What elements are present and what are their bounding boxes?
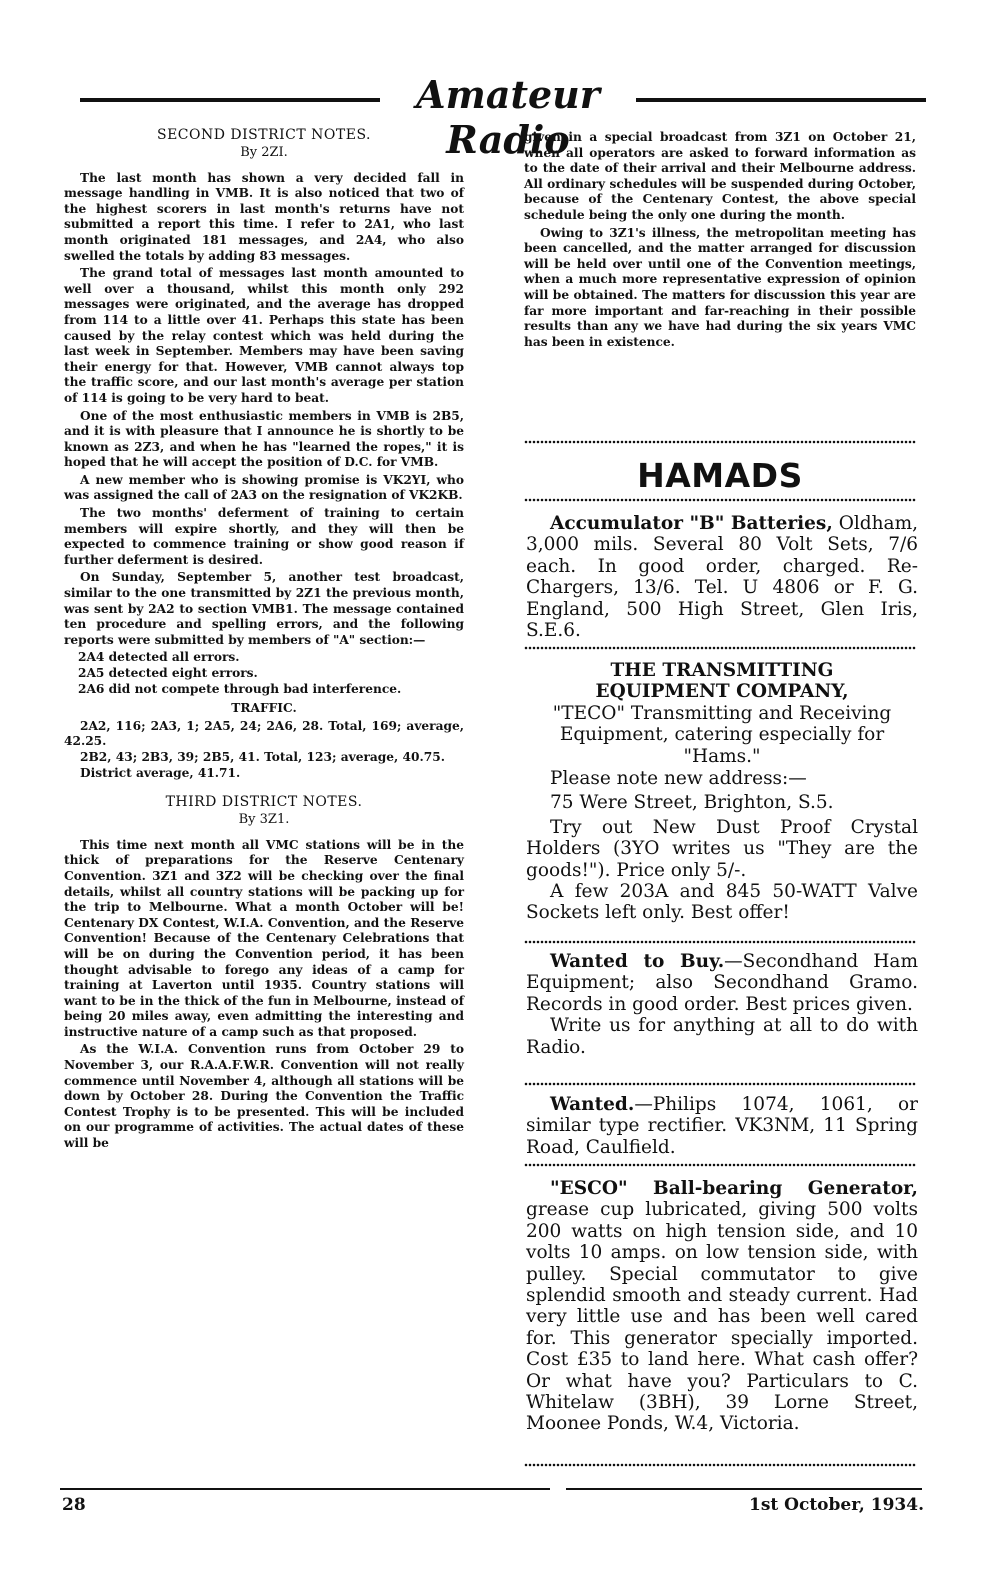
paragraph: The grand total of messages last month amounted to well over a thousand, whilst this month only 292 messages were originated, and the average has dropped from 114 to a little over 41. Perhaps this state has been caused by the relay contest which was held during the last week in September. Members may have been saving their energy for that. However, VMB cannot always top the traffic score, and our last month's average per station of 114 is going to be very hard to beat.: [64, 266, 464, 405]
ad-text: Please note new address:—: [550, 768, 807, 790]
paragraph: given in a special broadcast from 3Z1 on October 21, when all operators are asked to forward information as to the date of their arrival and their Melbourne address. All ordinary schedules will be suspended during October, because of the Centenary Contest, the above special schedule being the only one during the month.: [524, 130, 916, 222]
traffic-line: 2B2, 43; 2B3, 39; 2B5, 41. Total, 123; average, 40.75.: [80, 749, 445, 764]
ad-accumulator-batteries: [526, 513, 918, 641]
paragraph: This time next month all VMC stations will be in the thick of preparations for the Reserve Centenary Convention. 3Z1 and 3Z2 will be checking over the final details, whilst all country stations will be packing up for the trip to Melbourne. What a month October will be! Centenary DX Contest, W.I.A. Convention, and the Reserve Convention! Because of the Centenary Celebrations that will be on during the Convention period, it has been thought advisable to forego any ideas of a camp for training at Laverton until 1935. Country stations will want to be in the thick of the fun in Melbourne, instead of being 20 miles away, even admitting the interesting and instructive nature of a camp such as that proposed.: [64, 837, 464, 1039]
district-average: District average, 41.71.: [80, 765, 241, 780]
ad-wanted-to-buy: [526, 951, 918, 1058]
masthead-title: Amateur Radio: [416, 72, 600, 162]
dotted-divider: [524, 1082, 916, 1086]
ad-text: Try out New Dust Proof Crystal Holders (3YO writes us "They are the goods!"). Price only 5/-.: [526, 816, 918, 881]
ad-transmitting-equipment: [526, 660, 918, 924]
third-district-byline: By 3Z1.: [238, 812, 290, 828]
ad-text: —Philips 1074, 1061, or similar type rectifier. VK3NM, 11 Spring Road, Caulfield.: [526, 1094, 918, 1158]
paragraph: Owing to 3Z1's illness, the metropolitan meeting has been cancelled, and the matter arranged for discussion will be held over until one of the Convention meetings, when a much more representative expression of opinion will be obtained. The matters for discussion this year are far more important and far-reaching in their possible results than any we have had during the six years VMC has been in existence.: [524, 225, 916, 349]
paragraph: The last month has shown a very decided fall in message handling in VMB. It is also noticed that two of the highest scorers in last month's returns have not submitted a report this time. I refer to 2A1, who last month originated 181 messages, and 2A4, who also swelled the totals by adding 83 messages.: [64, 170, 464, 263]
footer-rule: [566, 1488, 922, 1490]
ad-text: Oldham, 3,000 mils. Several 80 Volt Sets, 7/6 each. In good order, charged. Re-Chargers, 13/6. Tel. U 4806 or F. G. England, 500 High Street, Glen Iris, S.E.6.: [526, 513, 918, 642]
ad-lead: Accumulator "B" Batteries,: [550, 513, 833, 534]
ad-lead: Wanted.: [550, 1094, 635, 1115]
paragraph: One of the most enthusiastic members in VMB is 2B5, and it is with pleasure that I announce he is shortly to be known as 2Z3, and when he has "learned the ropes," it is hoped that he will accept the position of D.C. for VMB.: [64, 408, 464, 470]
ad-lead: Wanted to Buy.: [550, 951, 725, 972]
dotted-divider: [524, 646, 916, 650]
report-line: 2A6 did not compete through bad interference.: [78, 681, 402, 696]
ad-esco-generator: [526, 1178, 918, 1435]
report-line: 2A4 detected all errors.: [78, 650, 240, 665]
ad-text: Write us for anything at all to do with Radio.: [526, 1015, 918, 1058]
report-line: 2A5 detected eight errors.: [78, 666, 258, 680]
footer-rule: [60, 1488, 550, 1490]
masthead-rule-left: [80, 98, 380, 102]
dotted-divider: [524, 940, 916, 944]
second-district-byline: By 2ZI.: [240, 145, 288, 160]
third-district-heading: THIRD DISTRICT NOTES.: [165, 794, 363, 811]
paragraph: As the W.I.A. Convention runs from October 29 to November 3, our R.A.A.F.W.R. Convention will not really commence until November 4, although all stations will be down by October 28. During the Convention the Traffic Contest Trophy is to be presented. This will be included on our programme of activities. The actual dates of these will be: [64, 1042, 464, 1151]
paragraph: On Sunday, September 5, another test broadcast, similar to the one transmitted by 2Z1 the previous month, was sent by 2A2 to section VMB1. The message contained ten procedure and spelling errors, and the following reports were submitted by members of "A" section:—: [64, 570, 464, 647]
ad-wanted-rectifier: [526, 1094, 918, 1158]
second-district-heading: SECOND DISTRICT NOTES.: [156, 127, 371, 143]
masthead-rule-right: [636, 98, 926, 102]
page-number: 28: [62, 1495, 86, 1515]
ad-text: "TECO" Transmitting and Receiving Equipment, catering especially for "Hams.": [552, 702, 892, 767]
dotted-divider: [524, 1463, 916, 1467]
ad-text: 75 Were Street, Brighton, S.5.: [550, 792, 834, 814]
dotted-divider: [524, 498, 916, 502]
paragraph: The two months' deferment of training to certain members will expire shortly, and they will then be expected to commence training or show good reason if further deferment is desired.: [64, 506, 464, 567]
traffic-heading: TRAFFIC.: [231, 701, 297, 716]
ad-text: —Secondhand Ham Equipment; also Secondhand Gramo. Records in good order. Best prices given.: [526, 951, 919, 1015]
dotted-divider: [524, 440, 916, 444]
right-column-continued: [524, 130, 916, 352]
ad-lead: "ESCO" Ball-bearing Generator,: [550, 1178, 918, 1199]
left-column: [64, 126, 464, 1481]
ad-title: THE TRANSMITTING EQUIPMENT COMPANY,: [595, 660, 849, 703]
ad-text: grease cup lubricated, giving 500 volts 200 watts on high tension side, and 10 volts 10 amps. on low tension side, with pulley. Special commutator to give splendid smooth and steady current. Had very little use and has been well cared for. This generator specially imported. Cost £35 to land here. What cash offer? Or what have you? Particulars to C. Whitelaw (3BH), 39 Lorne Street, Moonee Ponds, W.4, Victoria.: [526, 1199, 918, 1435]
traffic-line: 2A2, 116; 2A3, 1; 2A5, 24; 2A6, 28. Total, 169; average, 42.25.: [64, 718, 464, 749]
dotted-divider: [524, 1163, 916, 1167]
paragraph: A new member who is showing promise is VK2YI, who was assigned the call of 2A3 on the resignation of VK2KB.: [64, 472, 464, 503]
hamads-heading: HAMADS: [637, 456, 803, 495]
ad-text: A few 203A and 845 50-WATT Valve Sockets left only. Best offer!: [526, 881, 918, 924]
issue-date: 1st October, 1934.: [748, 1495, 924, 1515]
